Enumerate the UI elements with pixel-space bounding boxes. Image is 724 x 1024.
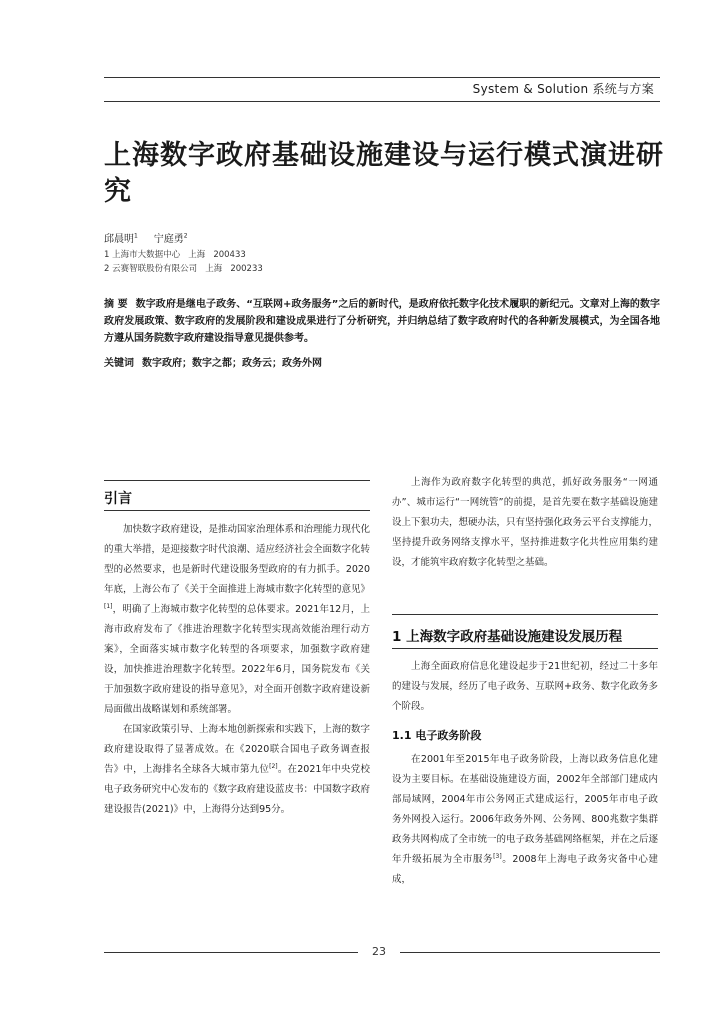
intro-paragraph-1 xyxy=(104,520,370,720)
header-rule xyxy=(104,77,660,78)
subsection-1-1-heading: 1.1 电子政务阶段 xyxy=(392,729,482,742)
intro-paragraph-3: 上海作为政府数字化转型的典范，抓好政务服务“一网通办”、城市运行“一网统管”的前提，是首先要在数字基础设施建设上下狠功夫，想硬办法，只有坚持强化政务云平台支撑能力，坚持提升政务网络支撑水平，坚持推进数字化共性应用集约建设，才能筑牢政府数字化转型之基础。 xyxy=(392,477,659,568)
intro-rule-top xyxy=(104,480,370,481)
running-head: System & Solution 系统与方案 xyxy=(472,82,654,96)
section-1-paragraph: 上海全面政府信息化建设起步于21世纪初，经过二十多年的建设与发展，经历了电子政务、互联网+政务、数字化政务多个阶段。 xyxy=(392,661,658,712)
intro-p2-text: 在国家政策引导、上海本地创新探索和实践下，上海的数字政府建设取得了显著成效。在《2020联合国电子政务调查报告》中，上海排名全球各大城市第九位 xyxy=(104,724,371,775)
subsection-1-1-paragraph xyxy=(392,750,658,890)
abstract-label: 摘 要 xyxy=(104,299,128,310)
intro-rule-bottom xyxy=(104,510,370,511)
affiliation-2: 2 云赛智联股份有限公司 上海 200233 xyxy=(104,264,263,274)
authors xyxy=(104,232,188,247)
intro-p1-text-cont: ，明确了上海城市数字化转型的总体要求。2021年12月，上海市政府发布了《推进治理数字化转型实现高效能治理行动方案》，全面落实城市数字化转型的各项要求，加强数字政府建设，加快推进治理数字化转型。2022年6月，国务院发布《关于加强数字政府建设的指导意见》，对全面开创数字政府建设新局面做出战略谋划和系统部署。 xyxy=(104,604,370,715)
footer-rule-left xyxy=(104,952,358,953)
abstract xyxy=(104,296,660,347)
sub11-text: 在2001年至2015年电子政务阶段，上海以政务信息化建设为主要目标。在基础设施建设方面，2002年全部部门建成内部局域网，2004年市公务网正式建成运行，2005年市电子政务外网投入运行。2006年政务外网、公务网、800兆数字集群政务共网构成了全市统一的电子政务基础网络框架，并在之后逐年升级拓展为全市服务 xyxy=(392,754,659,865)
citation-1: [1] xyxy=(104,602,113,610)
sub11-text-cont: 。2008年上海电子政务灾备中心建成， xyxy=(392,854,658,885)
header-rule-bottom xyxy=(104,101,660,102)
keywords xyxy=(104,355,660,372)
paper-title: 上海数字政府基础设施建设与运行模式演进研究 xyxy=(104,140,664,207)
subsection-1-1-body xyxy=(392,750,658,890)
citation-3: [3] xyxy=(493,852,502,860)
author-2: 宁庭勇 xyxy=(153,234,184,245)
footer-rule-right xyxy=(400,952,660,953)
keywords-label: 关键词 xyxy=(104,358,134,369)
author-1: 邱晨明 xyxy=(104,234,134,245)
keywords-text: 数字政府；数字之都；政务云；政务外网 xyxy=(142,358,322,369)
citation-2: [2] xyxy=(269,762,278,770)
intro-p1-text: 加快数字政府建设，是推动国家治理体系和治理能力现代化的重大举措，是迎接数字时代浪潮、适应经济社会全面数字化转型的必然要求，也是新时代建设服务型政府的有力抓手。2020 年底，上海公布了《关于全面推进上海城市数字化转型的意见》 xyxy=(104,524,371,595)
section-1-body xyxy=(392,657,658,717)
left-column xyxy=(104,520,370,820)
intro-paragraph-2 xyxy=(104,720,370,820)
affiliation-1: 1 上海市大数据中心 上海 200433 xyxy=(104,250,246,260)
intro-p2-text-cont: 。在2021年中央党校电子政务研究中心发布的《数字政府建设蓝皮书：中国数字政府建设报告(2021)》中，上海得分达到95分。 xyxy=(104,764,371,815)
section1-rule-bottom xyxy=(392,648,658,649)
author-1-mark: 1 xyxy=(134,232,138,240)
abstract-text: 数字政府是继电子政务、“互联网+政务服务”之后的新时代，是政府依托数字化技术履职的新纪元。文章对上海的数字政府发展政策、数字政府的发展阶段和建设成果进行了分析研究，并归纳总结了数字政府时代的各种新发展模式，为全国各地方遵从国务院数字政府建设指导意见提供参考。 xyxy=(104,299,661,344)
section1-rule-top xyxy=(392,614,658,615)
right-column-intro xyxy=(392,473,658,573)
page-number: 23 xyxy=(372,945,386,958)
intro-heading: 引言 xyxy=(104,491,132,507)
section-1-heading: 1 上海数字政府基础设施建设发展历程 xyxy=(392,629,623,645)
author-2-mark: 2 xyxy=(183,232,188,240)
